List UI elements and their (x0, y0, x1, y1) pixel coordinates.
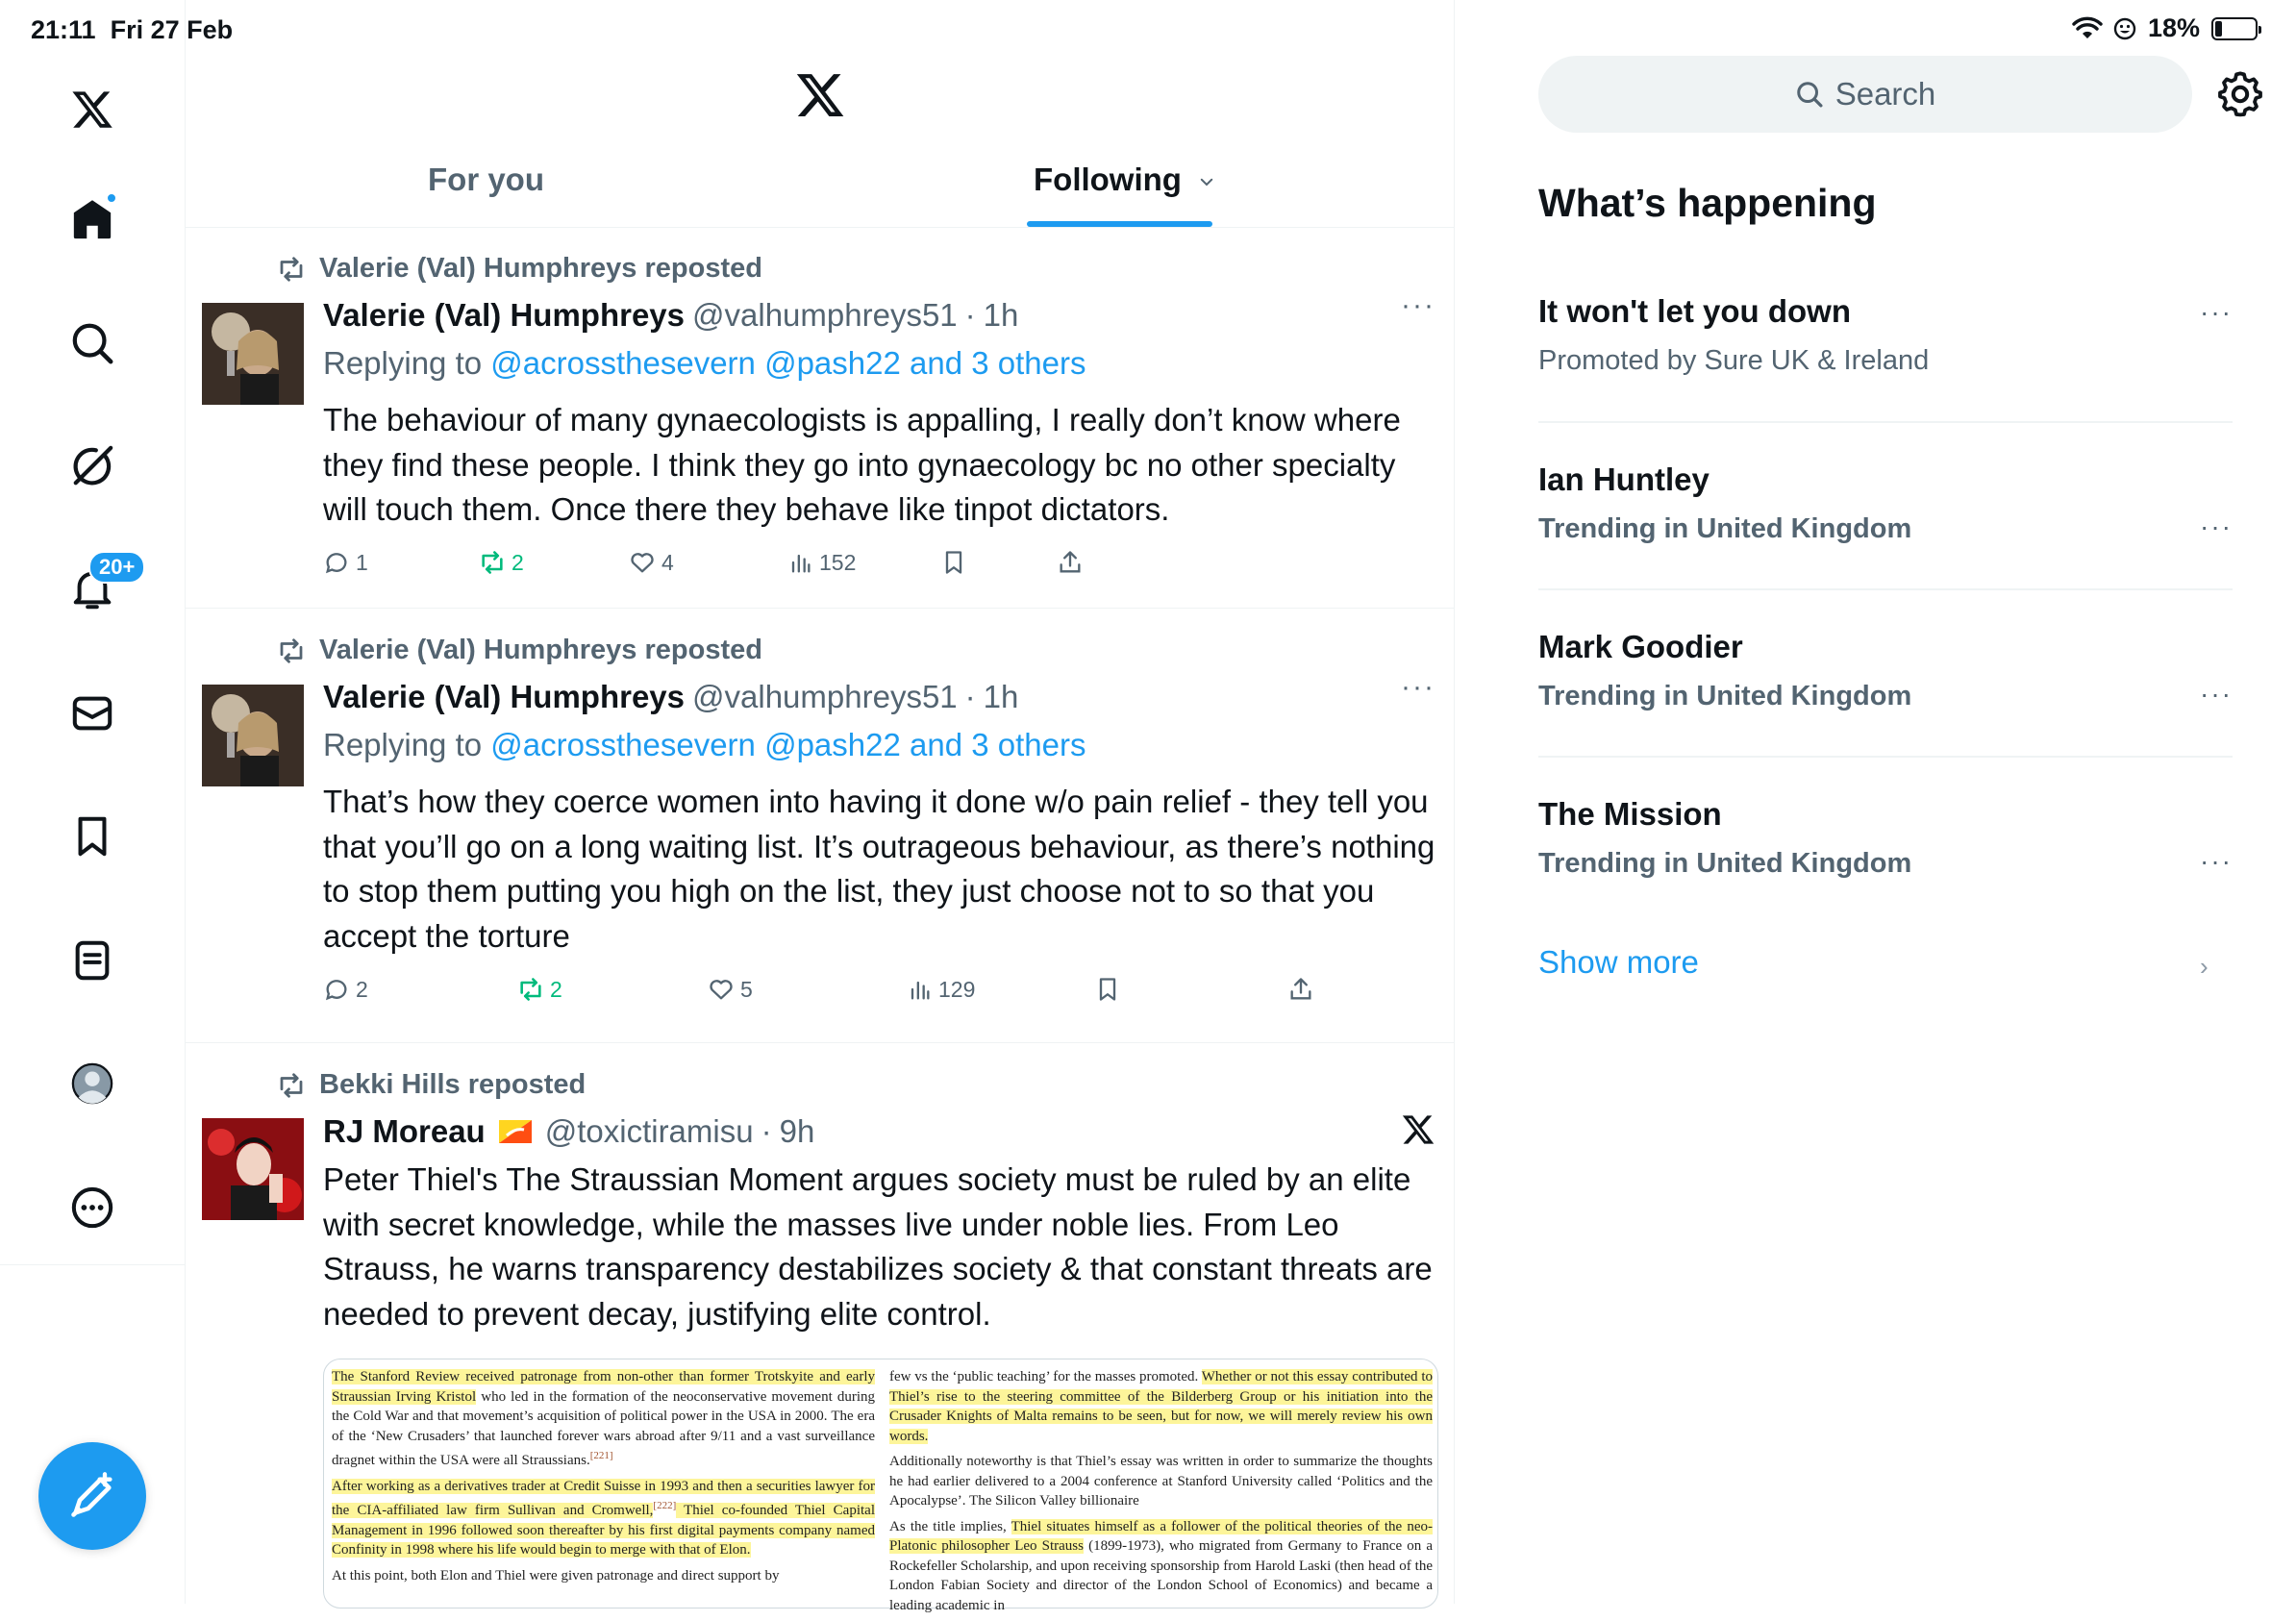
messages-envelope-icon[interactable] (62, 683, 123, 744)
search-icon[interactable] (62, 312, 123, 374)
heart-icon (708, 976, 735, 1003)
search-placeholder: Search (1834, 76, 1936, 112)
trend-item[interactable]: Ian Huntley Trending in United Kingdom ··· (1538, 461, 2233, 544)
repost-indicator: Valerie (Val) Humphreys reposted (277, 635, 762, 666)
compose-post-button[interactable] (38, 1442, 146, 1550)
reply-context: Replying to @acrossthesevern @pash22 and 3 others (323, 727, 1086, 762)
left-nav (0, 0, 186, 1604)
post-more-icon[interactable]: ··· (1401, 289, 1435, 321)
battery-percent: 18% (2147, 13, 2200, 42)
post-text: That’s how they coerce women into having it done w/o pain relief - they tell you that you’ll go on a long waiting list. It’s outrageous behaviour, as there’s nothing to stop them putting you high on the list, they just choose not to so that you accept the torture (323, 784, 1435, 954)
author-handle[interactable]: @valhumphreys51 (692, 679, 958, 714)
like-button[interactable]: 5 (708, 976, 753, 1003)
x-logo-icon[interactable] (62, 79, 123, 140)
bookmarks-icon[interactable] (62, 806, 123, 867)
post-header: Valerie (Val) Humphreys @valhumphreys51 · 1h (323, 297, 1019, 333)
reply-mentions-link[interactable]: @acrossthesevern @pash22 and 3 others (490, 727, 1086, 762)
post-time[interactable]: 1h (983, 679, 1019, 714)
views-button[interactable]: 152 (786, 549, 856, 576)
image-right-column: few vs the ‘public teaching’ for the masses promoted. Whether or not this essay contributed to Thiel’s rise to the steering committee of the Bilderberg Group or his initiation into the Crusader Knights of Malta remains to be seen, but for now, we will merely review his own words. Additionally noteworthy is that Thiel’s essay was written in order to summarize the thoughts he had earlier delivered to a 2004 conference at Stanford University called ‘Politics and the Apocalypse’. The Silicon Valley billionaire As the title implies, Thiel situates himself as a follower of the political theories of the neo-Platonic philosopher Leo Strauss (1899-1973), who migrated from Germany to France on a Rockefeller Scholarship, and upon receiving sponsorship from Harold Laski (then head of the London Fabian Society and director of the London School of Economics) and became a leading academic in (889, 1369, 1433, 1613)
active-tab-indicator (1027, 221, 1212, 227)
home-icon[interactable] (62, 188, 123, 250)
bhutan-flag-icon (499, 1120, 532, 1143)
repost-indicator: Bekki Hills reposted (277, 1069, 586, 1101)
tab-for-you[interactable]: For you (428, 162, 544, 197)
share-upload-icon (1057, 549, 1084, 576)
reply-context: Replying to @acrossthesevern @pash22 and 3 others (323, 345, 1086, 381)
post-header: RJ Moreau @toxictiramisu · 9h (323, 1113, 815, 1149)
gear-icon[interactable] (2217, 71, 2263, 117)
post-text: The behaviour of many gynaecologists is appalling, I really don’t know where they find these people. I think they go into gynaecology bc no other specialty will touch them. Once there they behave like tinpot dictators. (323, 402, 1401, 527)
repost-icon (277, 636, 306, 665)
repost-button[interactable]: 2 (517, 976, 562, 1003)
image-left-column: The Stanford Review received patronage from non-other than former Trotskyite and early Straussian Irving Kristol who led in the formation of the neoconservative movement during the Cold War and that movement’s acquisition of political power in the USA in 2000. The era of the ‘New Crusaders’ that launched forever wars abroad after 9/11 and a vast surveillance dragnet within the USA were all Straussians.[221] After working as a derivatives trader at Credit Suisse in 1993 and then a securities lawyer for the CIA-affiliated law firm Sullivan and Cromwell,[222] Thiel co-founded Thiel Capital Management in 1996 followed soon thereafter by his first digital payments company named Confinity in 1998 where his life would begin to merge with that of Elon. At this point, both Elon and Thiel were given patronage and direct support by (332, 1369, 875, 1584)
search-input[interactable] (1538, 56, 2192, 133)
share-button[interactable] (1287, 976, 1314, 1003)
chevron-down-icon[interactable] (1198, 173, 1215, 190)
views-bar-chart-icon (906, 976, 933, 1003)
post-time[interactable]: 9h (779, 1113, 815, 1149)
avatar[interactable] (202, 303, 304, 405)
search-icon (1795, 80, 1824, 109)
post[interactable] (186, 228, 1455, 609)
trend-more-icon[interactable]: ··· (2200, 511, 2233, 541)
tab-following[interactable]: Following (1034, 162, 1215, 228)
trend-separator (1538, 421, 2233, 423)
views-bar-chart-icon (786, 549, 813, 576)
reply-mentions-link[interactable]: @acrossthesevern @pash22 and 3 others (490, 345, 1086, 381)
status-time-date: 21:11 Fri 27 Feb (31, 15, 234, 44)
whats-happening-title: What’s happening (1538, 181, 1877, 225)
trend-item[interactable]: Mark Goodier Trending in United Kingdom ··· (1538, 629, 2233, 711)
reply-bubble-icon (323, 976, 350, 1003)
trend-separator (1538, 756, 2233, 758)
trend-more-icon[interactable]: ··· (2200, 297, 2233, 327)
share-button[interactable] (1057, 549, 1084, 576)
bookmark-icon (1094, 976, 1121, 1003)
author-name[interactable]: RJ Moreau (323, 1113, 486, 1149)
notifications-bell-icon[interactable] (62, 555, 136, 620)
grok-icon[interactable] (62, 436, 123, 497)
trend-item[interactable]: The Mission Trending in United Kingdom ··· (1538, 796, 2233, 879)
timeline-tabs (186, 144, 1455, 228)
right-sidebar (1455, 0, 2296, 1604)
views-button[interactable]: 129 (906, 976, 975, 1003)
notifications-badge: 20+ (88, 551, 145, 584)
post-text: Peter Thiel's The Straussian Moment argues society must be ruled by an elite with secret knowledge, while the masses live under noble lies. From Leo Strauss, he warns transparency destabilizes society & that constant threats are needed to prevent decay, justifying elite control. (323, 1161, 1433, 1332)
lists-icon[interactable] (62, 930, 123, 991)
bookmark-icon (940, 549, 967, 576)
more-options-icon[interactable] (62, 1177, 123, 1238)
repost-icon (277, 1071, 306, 1100)
show-more-link[interactable]: Show more (1538, 944, 1699, 980)
author-name[interactable]: Valerie (Val) Humphreys (323, 679, 686, 714)
trend-separator (1538, 588, 2233, 590)
post-more-icon[interactable]: ··· (1401, 671, 1435, 703)
heart-icon (629, 549, 656, 576)
post-header: Valerie (Val) Humphreys @valhumphreys51 · 1h (323, 679, 1019, 714)
repost-button[interactable]: 2 (479, 549, 524, 576)
reply-button[interactable]: 2 (323, 976, 368, 1003)
post-image[interactable] (323, 1359, 1438, 1613)
trend-item[interactable]: It won't let you down Promoted by Sure UK & Ireland ··· (1538, 293, 2233, 376)
author-handle[interactable]: @valhumphreys51 (692, 297, 958, 333)
profile-avatar-icon[interactable] (62, 1053, 123, 1114)
x-header-logo-icon[interactable] (794, 69, 846, 121)
share-upload-icon (1287, 976, 1314, 1003)
repost-indicator: Valerie (Val) Humphreys reposted (277, 253, 762, 285)
main-timeline (186, 0, 1455, 1613)
author-name[interactable]: Valerie (Val) Humphreys (323, 297, 686, 333)
bookmark-button[interactable] (1094, 976, 1121, 1003)
avatar[interactable] (202, 1118, 304, 1220)
repost-icon (517, 976, 544, 1003)
post[interactable] (186, 609, 1455, 1043)
x-grok-post-icon[interactable] (1401, 1112, 1435, 1147)
like-button[interactable]: 4 (629, 549, 674, 576)
trend-more-icon[interactable]: ··· (2200, 846, 2233, 876)
trend-more-icon[interactable]: ··· (2200, 679, 2233, 709)
compose-feather-icon (67, 1471, 117, 1521)
home-unread-dot (106, 192, 117, 204)
chevron-right-icon[interactable]: › (2200, 952, 2209, 981)
reply-button[interactable]: 1 (323, 549, 368, 576)
reply-bubble-icon (323, 549, 350, 576)
author-handle[interactable]: @toxictiramisu (544, 1113, 754, 1149)
post-time[interactable]: 1h (983, 297, 1019, 333)
repost-icon (479, 549, 506, 576)
repost-icon (277, 255, 306, 284)
nav-separator (0, 1264, 186, 1265)
avatar[interactable] (202, 685, 304, 786)
bookmark-button[interactable] (940, 549, 967, 576)
